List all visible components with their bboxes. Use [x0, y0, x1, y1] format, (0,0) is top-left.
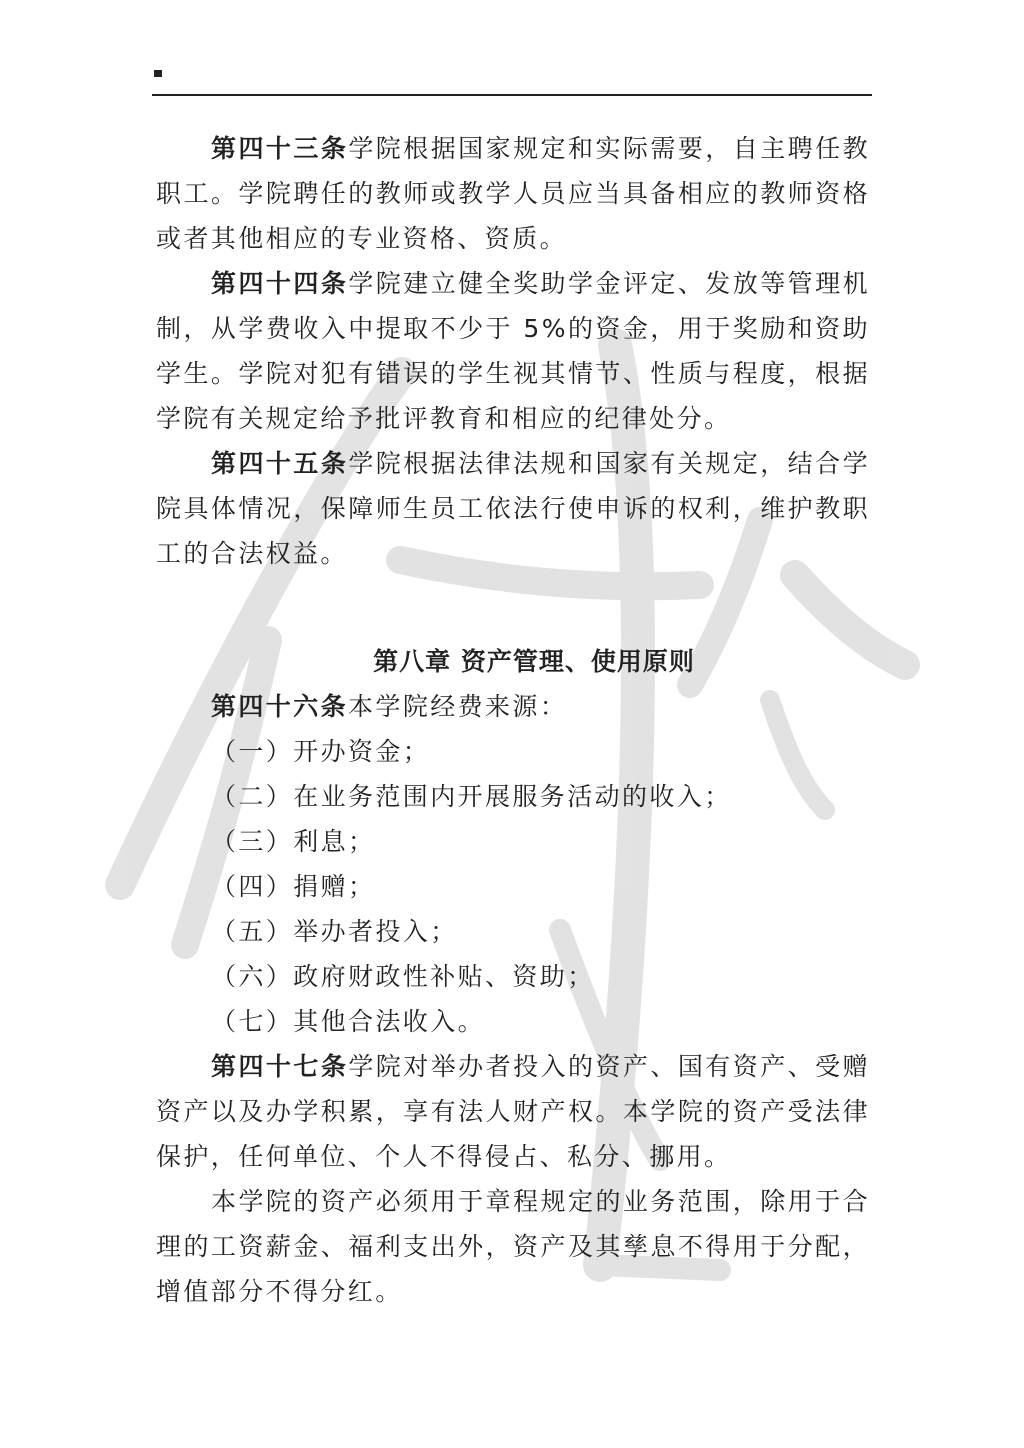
article-text: 学院根据国家规定和实际需要，自主聘任教职工。学院聘任的教师或教学人员应当具备相应的教师资格或者其他相应的专业资格、资质。: [156, 134, 870, 253]
article-text: 学院建立健全奖助学金评定、发放等管理机制，从学费收入中提取不少于 5%的资金，用于奖励和资助学生。学院对犯有错误的学生视其情节、性质与程度，根据学院有关规定给予批评教育和相应的纪律处分。: [156, 269, 870, 433]
article-number: 第四十六条: [211, 692, 349, 721]
article-text: 学院对举办者投入的资产、国有资产、受赠资产以及办学积累，享有法人财产权。本学院的资产受法律保护，任何单位、个人不得侵占、私分、挪用。: [156, 1052, 870, 1171]
article-43: [156, 126, 870, 261]
list-item: （一）开办资金；: [211, 737, 431, 766]
article-number: 第四十四条: [211, 269, 349, 298]
article-44: [156, 261, 870, 441]
document-body: [156, 126, 870, 1314]
list-item: （二）在业务范围内开展服务活动的收入；: [211, 782, 732, 811]
header-rule: [152, 94, 872, 96]
header-mark: [154, 70, 162, 77]
list-item: （七）其他合法收入。: [211, 1007, 486, 1036]
closing-paragraph: 本学院的资产必须用于章程规定的业务范围，除用于合理的工资薪金、福利支出外，资产及其孳息不得用于分配，增值部分不得分红。: [156, 1187, 870, 1306]
list-item: （四）捐赠；: [211, 872, 376, 901]
article-text: 本学院经费来源：: [348, 692, 568, 721]
list-item: （六）政府财政性补贴、资助；: [211, 962, 595, 991]
list-item: （五）举办者投入；: [211, 917, 458, 946]
article-47: [156, 1044, 870, 1179]
article-number: 第四十三条: [211, 134, 349, 163]
article-46: [156, 684, 870, 729]
article-number: 第四十七条: [211, 1052, 349, 1081]
article-45: [156, 441, 870, 576]
article-text: 学院根据法律法规和国家有关规定，结合学院具体情况，保障师生员工依法行使申诉的权利，维护教职工的合法权益。: [156, 449, 870, 568]
article-number: 第四十五条: [211, 449, 349, 478]
chapter-heading: 第八章 资产管理、使用原则: [373, 647, 695, 676]
list-item: （三）利息；: [211, 827, 376, 856]
